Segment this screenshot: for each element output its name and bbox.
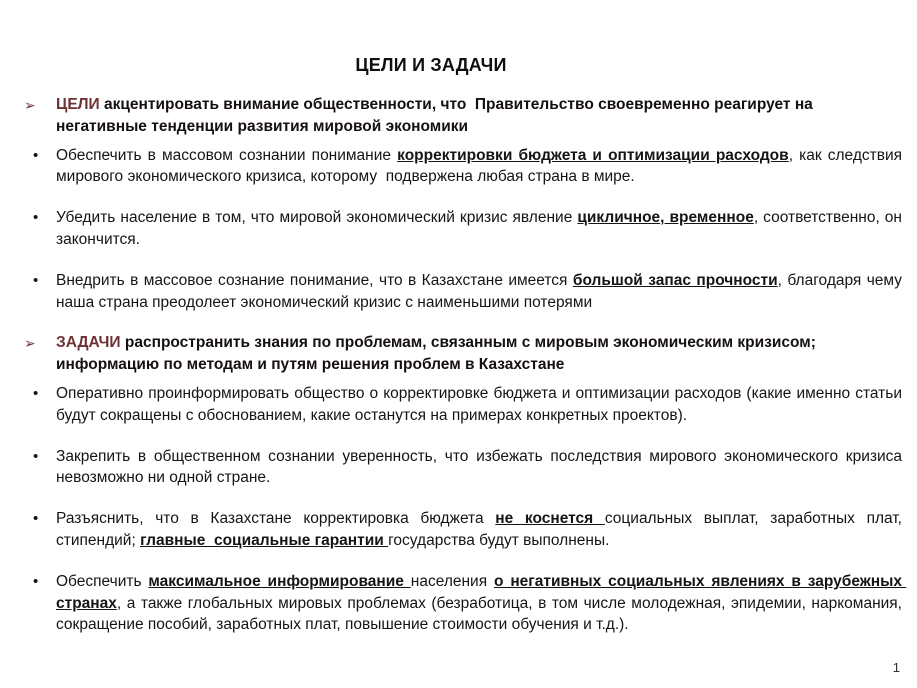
- bullet-text-segment: не коснется: [495, 510, 605, 528]
- body-bullet: [24, 207, 907, 251]
- bullet-text-segment: максимальное информирование: [148, 572, 411, 590]
- body-bullet: [24, 383, 907, 427]
- bullet-text-segment: Обеспечить в массовом сознании понимание: [56, 146, 398, 164]
- bullet-text-segment: Убедить население в том, что мировой экономический кризис явление: [56, 209, 578, 227]
- page-number: 1: [892, 660, 900, 675]
- bullet-text-segment: Обеспечить: [56, 572, 149, 590]
- bullet-text-segment: о негативных социальных явлениях в зарубежных странах: [56, 572, 907, 612]
- body-bullet: [24, 571, 907, 636]
- bullet-text: [56, 332, 902, 376]
- bullet-text-segment: акцентировать внимание общественности, что Правительство своевременно реагирует на негативные тенденции развития мировой экономики: [56, 96, 818, 135]
- dot-bullet-icon: •: [33, 384, 39, 402]
- bullet-text-segment: населения: [410, 572, 494, 590]
- bullet-text: [56, 508, 907, 552]
- bullet-text: [56, 571, 907, 636]
- body-bullet: [24, 145, 907, 189]
- bullet-text-segment: , благодаря чему наша страна преодолеет экономический кризис с наименьшими потерями: [56, 271, 907, 311]
- bullet-text-segment: распространить знания по проблемам, связанным с мировым экономическим кризисом; информацию по методам и путям решения проблем в Казахстане: [56, 334, 821, 374]
- dot-bullet-icon: •: [33, 209, 39, 227]
- bullet-text: [56, 446, 907, 490]
- bullet-text-segment: Внедрить в массовое сознание понимание, что в Казахстане имеется: [56, 271, 573, 289]
- bullet-text-segment: Разъяснить, что в Казахстане корректировка бюджета: [56, 510, 496, 528]
- bullet-text-segment: , как следствия мирового экономического кризиса, которому подвержена любая страна в мире.: [56, 146, 907, 186]
- bullet-text: [56, 383, 907, 427]
- arrow-bullet-icon: ➢: [24, 335, 36, 352]
- body-bullet: [24, 270, 907, 314]
- body-bullet: [24, 446, 907, 490]
- heading-bullet: [24, 332, 902, 376]
- bullet-text-segment: , а также глобальных мировых проблемах (безработица, в том числе молодежная, эпидемии, наркомания, сокращение пособий, заработных плат, повышение стоимости обучения и т.д.).: [56, 594, 907, 634]
- bullet-text-segment: цикличное, временное: [577, 209, 754, 227]
- dot-bullet-icon: •: [33, 146, 39, 164]
- bullet-text-segment: Закрепить в общественном сознании уверенность, что избежать последствия мирового экономического кризиса невозможно ни одной стране.: [56, 447, 907, 487]
- dot-bullet-icon: •: [33, 572, 39, 590]
- bullet-text-segment: социальных выплат, заработных плат, стипендий;: [56, 510, 907, 549]
- dot-bullet-icon: •: [33, 271, 39, 289]
- arrow-bullet-icon: ➢: [24, 97, 36, 113]
- bullet-text: [56, 270, 907, 314]
- body-bullet: [24, 508, 907, 552]
- heading-bullet: [24, 94, 902, 138]
- dot-bullet-icon: •: [33, 510, 39, 528]
- slide-title: ЦЕЛИ И ЗАДАЧИ: [355, 55, 507, 75]
- bullet-text-segment: Оперативно проинформировать общество о корректировке бюджета и оптимизации расходов (какие именно статьи будут сокращены с обоснованием, какие останутся на примерах конкретных проектов).: [56, 384, 907, 424]
- bullet-text: [56, 94, 902, 138]
- bullet-text-segment: , соответственно, он закончится.: [56, 209, 907, 248]
- bullet-text: [56, 207, 907, 251]
- bullet-text: [56, 145, 907, 189]
- bullet-text-segment: ЗАДАЧИ: [56, 334, 125, 352]
- bullet-text-segment: главные социальные гарантии: [140, 531, 389, 549]
- bullet-text-segment: корректировки бюджета и оптимизации расходов: [397, 146, 789, 164]
- bullet-text-segment: ЦЕЛИ: [56, 96, 104, 113]
- bullet-list: [0, 94, 917, 636]
- bullet-text-segment: большой запас прочности: [572, 271, 778, 289]
- dot-bullet-icon: •: [33, 447, 39, 465]
- bullet-text-segment: государства будут выполнены.: [388, 531, 610, 549]
